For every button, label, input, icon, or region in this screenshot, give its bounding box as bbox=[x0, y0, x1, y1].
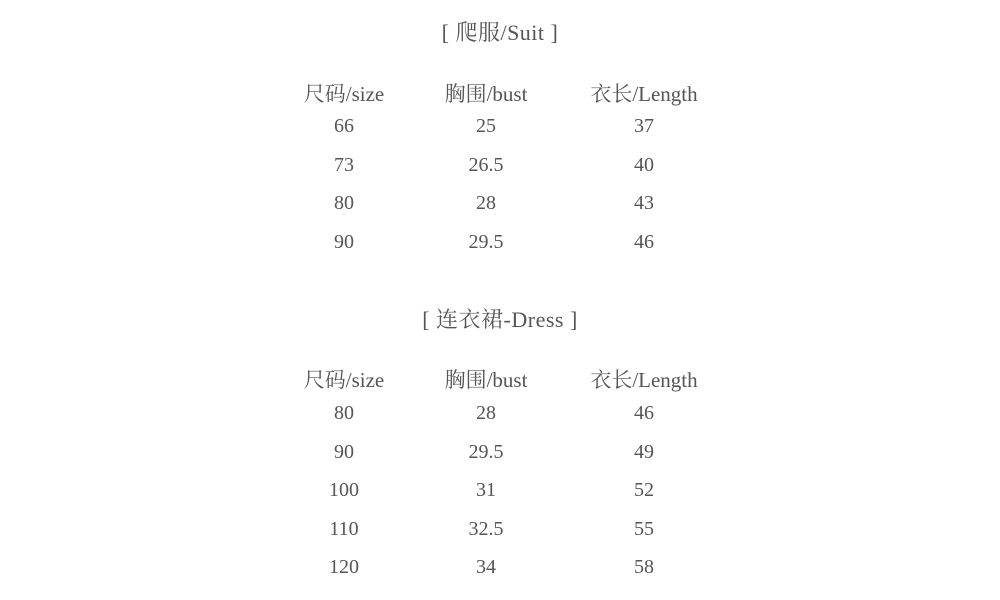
dress-bust-cell: 32.5 bbox=[468, 517, 504, 540]
suit-size-cell: 80 bbox=[334, 192, 354, 214]
dress-bust-cell: 28 bbox=[476, 402, 496, 424]
dress-size-cell: 120 bbox=[329, 556, 359, 578]
suit-length-cell: 40 bbox=[634, 153, 654, 176]
suit-section-title: [ 爬服/Suit ] bbox=[441, 20, 559, 45]
dress-size-cell: 90 bbox=[334, 440, 354, 463]
dress-header-length: 衣长/Length bbox=[590, 368, 698, 392]
suit-bust-cell: 25 bbox=[476, 115, 496, 137]
suit-bust-cell: 26.5 bbox=[468, 153, 504, 176]
dress-size-cell: 80 bbox=[334, 402, 354, 424]
suit-header-length: 衣长/Length bbox=[590, 82, 698, 106]
suit-size-cell: 73 bbox=[334, 153, 354, 176]
suit-header-size: 尺码/size bbox=[303, 82, 385, 106]
dress-bust-cell: 34 bbox=[476, 556, 496, 578]
suit-size-table bbox=[0, 82, 1000, 282]
dress-size-cell: 100 bbox=[329, 479, 359, 501]
dress-size-cell: 110 bbox=[329, 517, 359, 540]
suit-size-cell: 90 bbox=[334, 230, 354, 253]
suit-size-cell: 66 bbox=[334, 115, 354, 137]
suit-length-cell: 46 bbox=[634, 230, 654, 253]
suit-bust-cell: 29.5 bbox=[468, 230, 504, 253]
suit-length-cell: 43 bbox=[634, 192, 654, 214]
dress-length-cell: 58 bbox=[634, 556, 654, 578]
suit-bust-cell: 28 bbox=[476, 192, 496, 214]
suit-header-bust: 胸围/bust bbox=[444, 82, 528, 106]
dress-length-cell: 49 bbox=[634, 440, 654, 463]
dress-size-table bbox=[0, 368, 1000, 578]
dress-bust-cell: 29.5 bbox=[468, 440, 504, 463]
dress-length-cell: 55 bbox=[634, 517, 654, 540]
dress-header-bust: 胸围/bust bbox=[444, 368, 528, 392]
dress-section-title: [ 连衣裙-Dress ] bbox=[422, 307, 578, 332]
dress-header-size: 尺码/size bbox=[303, 368, 385, 392]
suit-length-cell: 37 bbox=[634, 115, 654, 137]
dress-bust-cell: 31 bbox=[476, 479, 496, 501]
dress-length-cell: 46 bbox=[634, 402, 654, 424]
dress-length-cell: 52 bbox=[634, 479, 654, 501]
